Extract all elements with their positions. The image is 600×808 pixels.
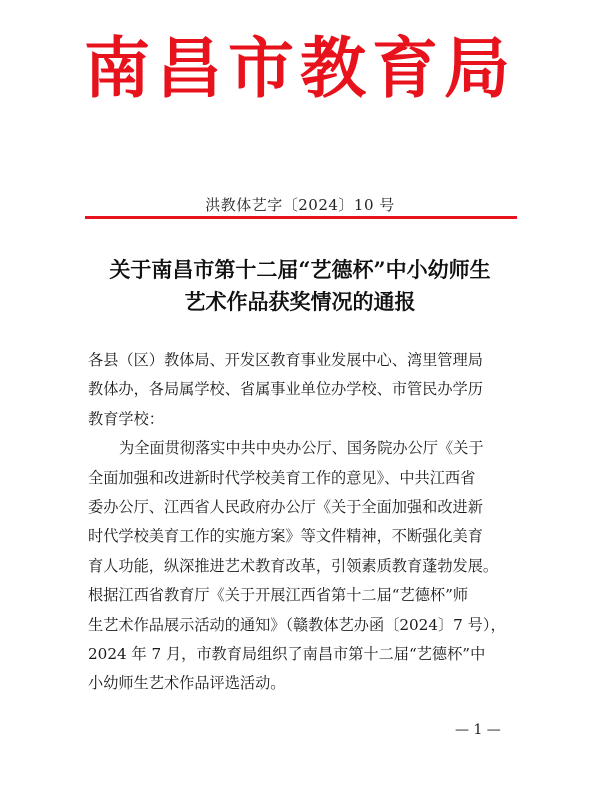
title-line-2: 艺术作品获奖情况的通报 xyxy=(184,289,416,314)
addressee-line-1: 各县（区）教体局、开发区教育事业发展中心、湾里管理局 xyxy=(88,351,483,369)
document-body xyxy=(88,346,518,699)
paragraph-line: 委办公厅、江西省人民政府办公厅《关于全面加强和改进新 xyxy=(88,497,483,516)
paragraph-line: 根据江西省教育厅《关于开展江西省第十二届“艺德杯”师 xyxy=(88,586,469,605)
paragraph-line: 全面加强和改进新时代学校美育工作的意见》、中共江西省 xyxy=(88,468,476,487)
paragraph-line: 生艺术作品展示活动的通知》（赣教体艺办函〔2024〕7 号）， xyxy=(88,615,506,634)
paragraph-line: 2024 年 7 月，市教育局组织了南昌市第十二届“艺德杯”中 xyxy=(88,644,486,663)
document-number: 洪教体艺字〔2024〕10 号 xyxy=(205,196,395,214)
paragraph-line: 时代学校美育工作的实施方案》等文件精神，不断强化美育 xyxy=(88,527,483,546)
paragraph-line: 小幼师生艺术作品评选活动。 xyxy=(88,674,286,693)
paragraph-line: 育人功能，纵深推进艺术教育改革，引领素质教育蓬勃发展。 xyxy=(88,556,499,575)
paragraph-line: 为全面贯彻落实中共中央办公厅、国务院办公厅《关于 xyxy=(119,439,484,458)
addressee-line-2: 教体办，各局属学校、省属事业单位办学校、市管民办学历 xyxy=(88,380,483,399)
addressee-line-3: 教育学校： xyxy=(88,409,164,428)
document-title xyxy=(60,254,540,318)
page-number: — 1 — xyxy=(455,722,501,738)
title-line-1: 关于南昌市第十二届“艺德杯”中小幼师生 xyxy=(109,257,491,282)
red-separator-rule xyxy=(85,216,517,219)
issuing-authority-masthead: 南昌市教育局 xyxy=(84,29,516,107)
